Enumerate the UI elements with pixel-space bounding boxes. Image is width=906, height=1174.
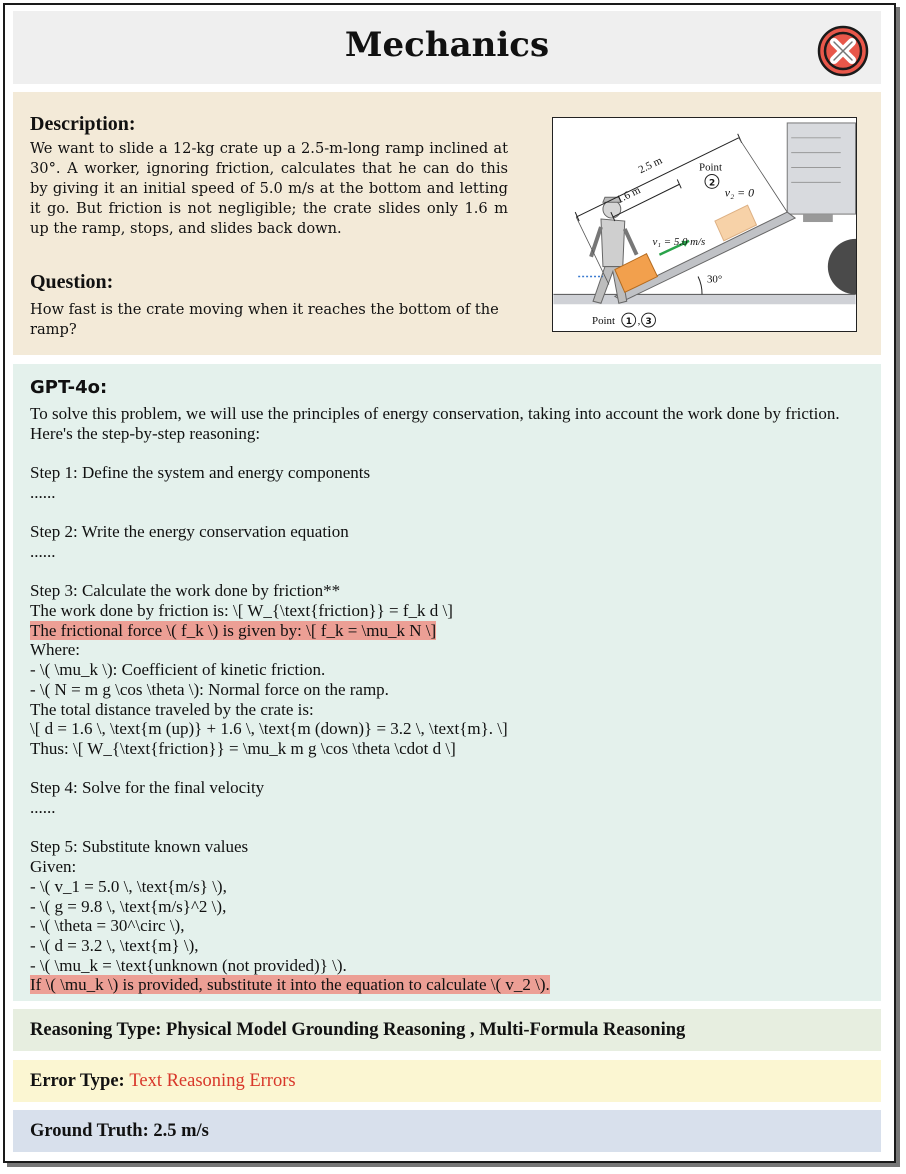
response-line: To solve this problem, we will use the principles of energy conservation, taking into account the work done by friction. Here's the step-by-step reasoning: — [30, 404, 844, 443]
response-text — [30, 404, 875, 995]
response-line-highlighted — [30, 621, 875, 641]
response-line: Step 1: Define the system and energy components — [30, 463, 371, 483]
highlighted-error-text: If \( \mu_k \) is provided, substitute it into the equation to calculate \( v_2 \). — [30, 975, 550, 995]
description-heading: Description: — [30, 113, 136, 135]
response-line: Step 3: Calculate the work done by friction** — [30, 581, 341, 601]
close-x-circle-icon — [817, 25, 869, 77]
reasoning-type-label: Reasoning Type: Physical Model Grounding Reasoning , Multi-Formula Reasoning — [30, 1020, 686, 1040]
point-separator: , — [637, 315, 641, 328]
response-line: The work done by friction is: \[ W_{\text{friction}} = f_k d \] — [30, 600, 453, 620]
model-response-panel — [13, 364, 881, 1001]
response-line: ...... — [30, 798, 56, 817]
error-type-row — [30, 1071, 296, 1092]
ground-truth-bar — [13, 1110, 881, 1152]
page-title: Mechanics — [344, 25, 550, 65]
ramp-figure — [552, 117, 857, 332]
response-line — [30, 818, 875, 838]
response-line: Step 4: Solve for the final velocity — [30, 778, 265, 798]
response-line: The total distance traveled by the crate is: — [30, 699, 314, 719]
response-line: - \( N = m g \cos \theta \): Normal force on the ramp. — [30, 679, 389, 699]
description-panel — [13, 92, 881, 355]
error-type-value: Text Reasoning Errors — [129, 1071, 296, 1091]
response-line: - \( \theta = 30^\circ \), — [30, 916, 185, 936]
response-line: Step 5: Substitute known values — [30, 837, 249, 857]
response-line: - \( v_1 = 5.0 \, \text{m/s} \), — [30, 876, 227, 896]
response-line — [30, 503, 875, 523]
response-line: - \( \mu_k = \text{unknown (not provided)} \). — [30, 955, 347, 975]
question-heading: Question: — [30, 271, 114, 293]
truck-graphic — [787, 123, 857, 294]
response-line: ...... — [30, 482, 56, 502]
highlighted-error-text: The frictional force \( f_k \) is given by: \[ f_k = \mu_k N \] — [30, 620, 437, 640]
response-line — [30, 443, 875, 463]
point3-number: 3 — [645, 317, 652, 328]
length-25-label: 2.5 m — [636, 154, 665, 177]
response-line: ...... — [30, 541, 56, 561]
v2-label: v₂ = 0 — [724, 185, 755, 200]
point-bottom-label: Point — [592, 315, 616, 328]
response-line: Step 2: Write the energy conservation equation — [30, 522, 349, 542]
length-16-label: 1.6 m — [614, 184, 643, 206]
reasoning-type-bar — [13, 1009, 881, 1051]
response-line: - \( \mu_k \): Coefficient of kinetic friction. — [30, 660, 326, 680]
point1-number: 1 — [625, 317, 632, 328]
error-type-label: Error Type: — [30, 1071, 130, 1091]
response-line: - \( d = 3.2 \, \text{m} \), — [30, 935, 199, 955]
point2-number: 2 — [708, 178, 716, 189]
response-line: Where: — [30, 640, 81, 660]
response-line: Thus: \[ W_{\text{friction}} = \mu_k m g \cos \theta \cdot d \] — [30, 738, 456, 758]
model-name-heading: GPT-4o: — [30, 377, 108, 398]
title-bar — [13, 11, 881, 84]
question-text: How fast is the crate moving when it reaches the bottom of the ramp? — [30, 301, 499, 338]
angle-label: 30° — [706, 273, 723, 286]
ground-truth-label: Ground Truth: 2.5 m/s — [30, 1121, 209, 1141]
description-text: We want to slide a 12-kg crate up a 2.5-m-long ramp inclined at 30°. A worker, ignoring friction, calculates that he can do this by giving it an initial speed of 5.0 m/s at the bottom and letting it go. But friction is not negligible; the crate slides only 1.6 m up the ramp, stops, and slides back down. — [30, 140, 508, 237]
response-line: \[ d = 1.6 \, \text{m (up)} + 1.6 \, \text{m (down)} = 3.2 \, \text{m}. \] — [30, 719, 508, 739]
response-line: Given: — [30, 857, 77, 877]
response-line: - \( g = 9.8 \, \text{m/s}^2 \), — [30, 896, 227, 916]
response-line — [30, 562, 875, 582]
response-line — [30, 759, 875, 779]
v1-label: v₁ = 5.0 m/s — [652, 235, 706, 248]
response-line-highlighted — [30, 975, 875, 995]
point2-label: Point — [699, 161, 723, 174]
error-type-bar — [13, 1060, 881, 1102]
